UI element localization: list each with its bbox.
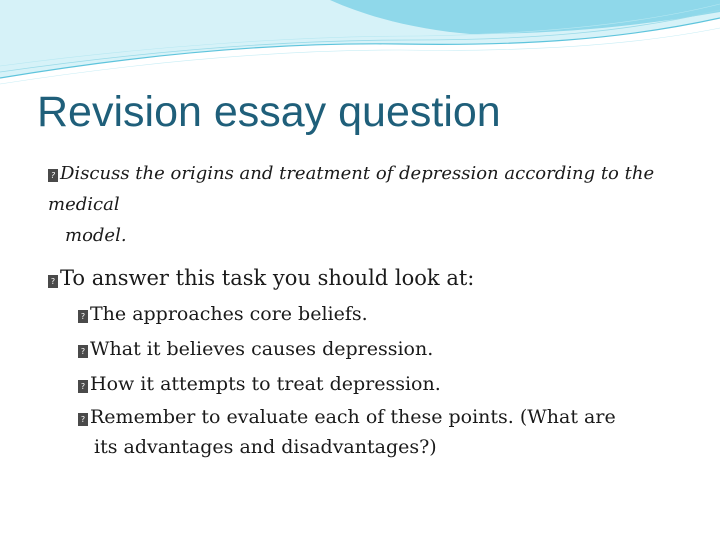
sub-bullet-text: The approaches core beliefs.	[90, 303, 368, 325]
missing-glyph-bullet-icon: ?	[48, 169, 58, 182]
missing-glyph-bullet-icon: ?	[78, 413, 88, 426]
missing-glyph-bullet-icon: ?	[78, 345, 88, 358]
question-bullet	[48, 158, 668, 251]
sub-bullet-2	[78, 334, 678, 364]
missing-glyph-bullet-icon: ?	[78, 380, 88, 393]
task-intro-bullet	[48, 264, 474, 292]
sub-bullet-3	[78, 369, 678, 399]
missing-glyph-bullet-icon: ?	[48, 275, 58, 288]
question-text-line1: Discuss the origins and treatment of depression according to the medical	[48, 163, 655, 215]
sub-bullet-text: Remember to evaluate each of these points. (What are	[90, 406, 616, 428]
sub-bullet-text: How it attempts to treat depression.	[90, 373, 441, 395]
missing-glyph-bullet-icon: ?	[78, 310, 88, 323]
question-text-line2: model.	[65, 225, 127, 246]
sub-bullet-4	[78, 402, 678, 462]
header-wave-decoration	[0, 0, 720, 90]
task-intro-text: To answer this task you should look at:	[60, 266, 475, 290]
sub-bullet-1	[78, 299, 678, 329]
sub-bullet-text: What it believes causes depression.	[90, 338, 434, 360]
sub-bullet-text-continued: its advantages and disadvantages?)	[94, 436, 437, 458]
slide-title: Revision essay question	[37, 88, 501, 136]
